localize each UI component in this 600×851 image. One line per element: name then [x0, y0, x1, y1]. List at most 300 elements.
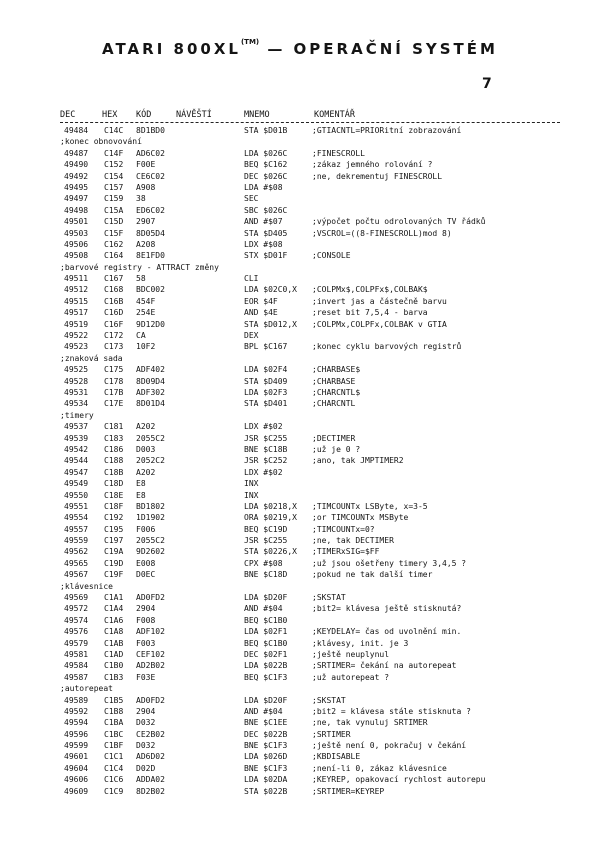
code-line — [0, 330, 600, 341]
mnemonic: EOR $4F — [244, 296, 278, 306]
section-comment — [0, 262, 600, 273]
mnemonic: DEC $026C — [244, 171, 288, 181]
comment: ;už autorepeat ? — [312, 672, 390, 682]
code-line — [0, 376, 600, 387]
dec-address: 49587 — [64, 672, 89, 682]
mnemonic: STA $D012,X — [244, 319, 297, 329]
comment: ;TIMCOUNTx LSByte, x=3-5 — [312, 501, 428, 511]
dec-address: 49567 — [64, 570, 89, 580]
comment: ;GTIACNTL=PRIORitní zobrazování — [312, 126, 462, 135]
dec-address: 49522 — [64, 331, 89, 341]
dec-address: 49498 — [64, 205, 89, 215]
comment: ;FINESCROLL — [312, 148, 365, 158]
mnemonic: STX $D01F — [244, 251, 288, 261]
opcode-bytes: E8 — [136, 490, 146, 500]
opcode-bytes: 254E — [136, 308, 156, 318]
mnemonic: JSR $C255 — [244, 536, 288, 546]
opcode-bytes: 454F — [136, 296, 156, 306]
opcode-bytes: AD2B02 — [136, 661, 165, 671]
mnemonic: BEQ $C1B0 — [244, 615, 288, 625]
comment: ;SKSTAT — [312, 593, 346, 603]
dec-address: 49572 — [64, 604, 89, 614]
code-line — [0, 205, 600, 216]
dec-address: 49594 — [64, 718, 89, 728]
opcode-bytes: F008 — [136, 615, 156, 625]
opcode-bytes: 2904 — [136, 706, 156, 716]
dec-address: 49519 — [64, 319, 89, 329]
hex-address: C188 — [104, 456, 124, 466]
comment: ;TIMERxSIG=$FF — [312, 547, 380, 557]
hex-address: C164 — [104, 251, 124, 261]
mnemonic: AND #$04 — [244, 706, 283, 716]
hex-address: C195 — [104, 524, 124, 534]
hex-address: C1A4 — [104, 604, 124, 614]
mnemonic: LDA $D20F — [244, 695, 288, 705]
section-comment — [0, 353, 600, 364]
mnemonic: LDA $026D — [244, 752, 288, 762]
dec-address: 49495 — [64, 182, 89, 192]
dec-address: 49525 — [64, 365, 89, 375]
opcode-bytes: 8E1FD0 — [136, 251, 165, 261]
dec-address: 49599 — [64, 741, 89, 751]
code-line — [0, 387, 600, 398]
mnemonic: CPX #$08 — [244, 558, 283, 568]
opcode-bytes: A208 — [136, 239, 156, 249]
dec-address: 49508 — [64, 251, 89, 261]
opcode-bytes: A202 — [136, 422, 156, 432]
hex-address: C183 — [104, 433, 124, 443]
opcode-bytes: 8D1BD0 — [136, 126, 165, 135]
dec-address: 49557 — [64, 524, 89, 534]
dec-address: 49542 — [64, 444, 89, 454]
opcode-bytes: 8D05D4 — [136, 228, 165, 238]
opcode-bytes: 9D2602 — [136, 547, 165, 557]
comment: ;ne, dekrementuj FINESCROLL — [312, 171, 443, 181]
dec-address: 49609 — [64, 786, 89, 796]
code-line — [0, 706, 600, 717]
opcode-bytes: D02D — [136, 763, 156, 773]
dec-address: 49574 — [64, 615, 89, 625]
section-comment-text: ;timery — [60, 410, 94, 420]
hex-address: C1BA — [104, 718, 124, 728]
hex-address: C157 — [104, 182, 124, 192]
hex-address: C175 — [104, 365, 124, 375]
mnemonic: LDA $026C — [244, 148, 288, 158]
dec-address: 49551 — [64, 501, 89, 511]
header-divider — [60, 122, 560, 123]
comment: ;KEYDELAY= čas od uvolnění min. — [312, 627, 462, 637]
opcode-bytes: CE6C02 — [136, 171, 165, 181]
opcode-bytes: ADF302 — [136, 387, 165, 397]
page-title — [0, 40, 600, 58]
hex-address: C15A — [104, 205, 124, 215]
hex-address: C16D — [104, 308, 124, 318]
code-line — [0, 717, 600, 728]
code-line — [0, 660, 600, 671]
code-line — [0, 319, 600, 330]
dec-address: 49501 — [64, 217, 89, 227]
code-line — [0, 649, 600, 660]
mnemonic: LDA $02DA — [244, 775, 288, 785]
opcode-bytes: D032 — [136, 718, 156, 728]
header-comment: KOMENTÁŘ — [314, 110, 355, 120]
hex-address: C18D — [104, 479, 124, 489]
mnemonic: BEQ $C162 — [244, 160, 288, 170]
dec-address: 49576 — [64, 627, 89, 637]
opcode-bytes: E008 — [136, 558, 156, 568]
hex-address: C154 — [104, 171, 124, 181]
dec-address: 49534 — [64, 399, 89, 409]
hex-address: C168 — [104, 285, 124, 295]
comment: ;ještě neuplynul — [312, 649, 390, 659]
opcode-bytes: F00E — [136, 160, 156, 170]
mnemonic: AND #$07 — [244, 217, 283, 227]
mnemonic: BEQ $C1F3 — [244, 672, 288, 682]
code-line — [0, 501, 600, 512]
mnemonic: BNE $C18D — [244, 570, 288, 580]
code-listing — [0, 125, 600, 797]
hex-address: C17B — [104, 387, 124, 397]
code-line — [0, 592, 600, 603]
dec-address: 49554 — [64, 513, 89, 523]
comment: ;SRTIMER= čekání na autorepeat — [312, 661, 457, 671]
mnemonic: LDA #$08 — [244, 182, 283, 192]
comment: ;KBDISABLE — [312, 752, 361, 762]
opcode-bytes: AD6C02 — [136, 148, 165, 158]
hex-address: C1AB — [104, 638, 124, 648]
section-comment-text: ;konec obnovování — [60, 137, 142, 147]
section-comment — [0, 136, 600, 147]
comment: ;ne, tak vynuluj SRTIMER — [312, 718, 428, 728]
hex-address: C1B5 — [104, 695, 124, 705]
code-line — [0, 524, 600, 535]
dec-address: 49517 — [64, 308, 89, 318]
code-line — [0, 148, 600, 159]
header-kod: KÓD — [136, 110, 152, 120]
hex-address: C18F — [104, 501, 124, 511]
comment: ;ano, tak JMPTIMER2 — [312, 456, 404, 466]
header-hex: HEX — [102, 110, 118, 120]
title-subtitle: — OPERAČNÍ SYSTÉM — [259, 40, 498, 58]
comment: ;KEYREP, opakovací rychlost autorepu — [312, 775, 486, 785]
comment: ;konec cyklu barvových registrů — [312, 342, 462, 352]
code-line — [0, 193, 600, 204]
dec-address: 49549 — [64, 479, 89, 489]
mnemonic: SBC $026C — [244, 205, 288, 215]
comment: ;invert jas a částečně barvu — [312, 296, 447, 306]
opcode-bytes: 8D01D4 — [136, 399, 165, 409]
opcode-bytes: BDC002 — [136, 285, 165, 295]
opcode-bytes: D032 — [136, 741, 156, 751]
mnemonic: JSR $C255 — [244, 433, 288, 443]
comment: ;CHARCNTL — [312, 399, 356, 409]
mnemonic: INX — [244, 490, 259, 500]
hex-address: C1C1 — [104, 752, 124, 762]
comment: ;ne, tak DECTIMER — [312, 536, 394, 546]
mnemonic: DEC $02F1 — [244, 649, 288, 659]
page-number: 7 — [482, 76, 492, 92]
hex-address: C14F — [104, 148, 124, 158]
dec-address: 49523 — [64, 342, 89, 352]
dec-address: 49492 — [64, 171, 89, 181]
dec-address: 49592 — [64, 706, 89, 716]
header-dec: DEC — [60, 110, 76, 120]
code-line — [0, 615, 600, 626]
dec-address: 49569 — [64, 593, 89, 603]
hex-address: C172 — [104, 331, 124, 341]
mnemonic: STA $022B — [244, 786, 288, 796]
code-line — [0, 228, 600, 239]
comment: ;CONSOLE — [312, 251, 351, 261]
opcode-bytes: F03E — [136, 672, 156, 682]
dec-address: 49581 — [64, 649, 89, 659]
mnemonic: ORA $0219,X — [244, 513, 297, 523]
dec-address: 49490 — [64, 160, 89, 170]
dec-address: 49584 — [64, 661, 89, 671]
opcode-bytes: A908 — [136, 182, 156, 192]
code-line — [0, 535, 600, 546]
comment: ;SRTIMER — [312, 729, 351, 739]
section-comment-text: ;barvové registry - ATTRACT změny — [60, 262, 219, 272]
opcode-bytes: ADF102 — [136, 627, 165, 637]
opcode-bytes: 2055C2 — [136, 433, 165, 443]
dec-address: 49506 — [64, 239, 89, 249]
mnemonic: LDA $0218,X — [244, 501, 297, 511]
mnemonic: BEQ $C19D — [244, 524, 288, 534]
hex-address: C167 — [104, 274, 124, 284]
opcode-bytes: 2055C2 — [136, 536, 165, 546]
opcode-bytes: F003 — [136, 638, 156, 648]
opcode-bytes: 38 — [136, 194, 146, 204]
header-mnemo: MNEMO — [244, 110, 270, 120]
section-comment-text: ;znaková sada — [60, 353, 123, 363]
code-line — [0, 171, 600, 182]
hex-address: C15D — [104, 217, 124, 227]
code-line — [0, 740, 600, 751]
hex-address: C159 — [104, 194, 124, 204]
comment: ;SKSTAT — [312, 695, 346, 705]
comment: ;SRTIMER=KEYREP — [312, 786, 385, 796]
hex-address: C15F — [104, 228, 124, 238]
hex-address: C19A — [104, 547, 124, 557]
hex-address: C1C9 — [104, 786, 124, 796]
mnemonic: AND $4E — [244, 308, 278, 318]
dec-address: 49484 — [64, 126, 89, 135]
dec-address: 49544 — [64, 456, 89, 466]
code-line — [0, 341, 600, 352]
mnemonic: BNE $C18B — [244, 444, 288, 454]
hex-address: C1A1 — [104, 593, 124, 603]
dec-address: 49528 — [64, 376, 89, 386]
opcode-bytes: CEF102 — [136, 649, 165, 659]
comment: ;CHARBASE$ — [312, 365, 361, 375]
code-line — [0, 273, 600, 284]
opcode-bytes: E8 — [136, 479, 146, 489]
mnemonic: BPL $C167 — [244, 342, 288, 352]
opcode-bytes: AD0FD2 — [136, 695, 165, 705]
opcode-bytes: AD0FD2 — [136, 593, 165, 603]
comment: ;zákaz jemného rolování ? — [312, 160, 433, 170]
comment: ;TIMCOUNTx=0? — [312, 524, 375, 534]
opcode-bytes: D0EC — [136, 570, 156, 580]
dec-address: 49515 — [64, 296, 89, 306]
code-line — [0, 626, 600, 637]
opcode-bytes: 2904 — [136, 604, 156, 614]
hex-address: C19F — [104, 570, 124, 580]
dec-address: 49503 — [64, 228, 89, 238]
section-comment-text: ;klávesnice — [60, 581, 113, 591]
dec-address: 49589 — [64, 695, 89, 705]
hex-address: C173 — [104, 342, 124, 352]
hex-address: C16B — [104, 296, 124, 306]
dec-address: 49601 — [64, 752, 89, 762]
code-line — [0, 512, 600, 523]
mnemonic: LDA $D20F — [244, 593, 288, 603]
code-line — [0, 307, 600, 318]
code-line — [0, 444, 600, 455]
opcode-bytes: 1D1902 — [136, 513, 165, 523]
code-line — [0, 250, 600, 261]
opcode-bytes: ADDA02 — [136, 775, 165, 785]
dec-address: 49512 — [64, 285, 89, 295]
comment: ;pokud ne tak další timer — [312, 570, 433, 580]
hex-address: C16F — [104, 319, 124, 329]
hex-address: C14C — [104, 126, 124, 135]
code-line — [0, 751, 600, 762]
dec-address: 49497 — [64, 194, 89, 204]
opcode-bytes: CA — [136, 331, 146, 341]
comment: ;bit2 = klávesa stále stisknuta ? — [312, 706, 471, 716]
opcode-bytes: 58 — [136, 274, 146, 284]
mnemonic: INX — [244, 479, 259, 489]
opcode-bytes: A202 — [136, 467, 156, 477]
section-comment — [0, 683, 600, 694]
comment: ;CHARBASE — [312, 376, 356, 386]
opcode-bytes: BD1802 — [136, 501, 165, 511]
hex-address: C1AD — [104, 649, 124, 659]
opcode-bytes: CE2B02 — [136, 729, 165, 739]
mnemonic: LDX #$02 — [244, 467, 283, 477]
opcode-bytes: F006 — [136, 524, 156, 534]
hex-address: C1A8 — [104, 627, 124, 637]
mnemonic: STA $D405 — [244, 228, 288, 238]
comment: ;CHARCNTL$ — [312, 387, 361, 397]
hex-address: C178 — [104, 376, 124, 386]
code-line — [0, 490, 600, 501]
title-trademark: (TM) — [240, 38, 260, 46]
comment: ;není-li 0, zákaz klávesnice — [312, 763, 447, 773]
code-line — [0, 603, 600, 614]
opcode-bytes: 8D09D4 — [136, 376, 165, 386]
mnemonic: AND #$04 — [244, 604, 283, 614]
dec-address: 49562 — [64, 547, 89, 557]
column-header-row — [0, 110, 600, 122]
mnemonic: SEC — [244, 194, 259, 204]
opcode-bytes: AD6D02 — [136, 752, 165, 762]
hex-address: C1B8 — [104, 706, 124, 716]
opcode-bytes: 8D2B02 — [136, 786, 165, 796]
mnemonic: DEX — [244, 331, 259, 341]
opcode-bytes: 2052C2 — [136, 456, 165, 466]
mnemonic: LDA $02F3 — [244, 387, 288, 397]
header-label: NÁVĚŠTÍ — [176, 110, 212, 120]
code-line — [0, 216, 600, 227]
dec-address: 49559 — [64, 536, 89, 546]
hex-address: C152 — [104, 160, 124, 170]
comment: ;klávesy, init. je 3 — [312, 638, 409, 648]
dec-address: 49604 — [64, 763, 89, 773]
code-line — [0, 695, 600, 706]
code-line — [0, 763, 600, 774]
hex-address: C1C4 — [104, 763, 124, 773]
opcode-bytes: ED6C02 — [136, 205, 165, 215]
mnemonic: CLI — [244, 274, 259, 284]
hex-address: C18B — [104, 467, 124, 477]
mnemonic: LDA $02F1 — [244, 627, 288, 637]
dec-address: 49565 — [64, 558, 89, 568]
comment: ;už jsou ošetřeny timery 3,4,5 ? — [312, 558, 467, 568]
code-line — [0, 455, 600, 466]
hex-address: C19D — [104, 558, 124, 568]
mnemonic: LDA $022B — [244, 661, 288, 671]
dec-address: 49579 — [64, 638, 89, 648]
hex-address: C1BC — [104, 729, 124, 739]
opcode-bytes: 2907 — [136, 217, 156, 227]
dec-address: 49550 — [64, 490, 89, 500]
comment: ;COLPMx,COLPFx,COLBAK v GTIA — [312, 319, 447, 329]
dec-address: 49539 — [64, 433, 89, 443]
mnemonic: LDX #$08 — [244, 239, 283, 249]
dec-address: 49511 — [64, 274, 89, 284]
code-line — [0, 398, 600, 409]
hex-address: C1B3 — [104, 672, 124, 682]
code-line — [0, 638, 600, 649]
hex-address: C1C6 — [104, 775, 124, 785]
mnemonic: STA $D401 — [244, 399, 288, 409]
section-comment — [0, 410, 600, 421]
opcode-bytes: 10F2 — [136, 342, 156, 352]
title-main: ATARI 800XL — [102, 40, 241, 58]
hex-address: C192 — [104, 513, 124, 523]
code-line — [0, 296, 600, 307]
comment: ;DECTIMER — [312, 433, 356, 443]
mnemonic: BEQ $C1B0 — [244, 638, 288, 648]
section-comment-text: ;autorepeat — [60, 684, 113, 694]
code-line — [0, 786, 600, 797]
hex-address: C1BF — [104, 741, 124, 751]
mnemonic: STA $D01B — [244, 126, 288, 135]
comment: ;bit2= klávesa ještě stisknutá? — [312, 604, 462, 614]
opcode-bytes: D003 — [136, 444, 156, 454]
dec-address: 49606 — [64, 775, 89, 785]
hex-address: C17E — [104, 399, 124, 409]
code-line — [0, 421, 600, 432]
mnemonic: BNE $C1EE — [244, 718, 288, 728]
dec-address: 49547 — [64, 467, 89, 477]
comment: ;VSCROL=((8-FINESCROLL)mod 8) — [312, 228, 452, 238]
comment: ;COLPMx$,COLPFx$,COLBAK$ — [312, 285, 428, 295]
comment: ;reset bit 7,5,4 - barva — [312, 308, 428, 318]
section-comment — [0, 581, 600, 592]
code-line — [0, 159, 600, 170]
code-line — [0, 558, 600, 569]
comment: ;už je 0 ? — [312, 444, 361, 454]
code-line — [0, 284, 600, 295]
mnemonic: LDA $02C0,X — [244, 285, 297, 295]
mnemonic: JSR $C252 — [244, 456, 288, 466]
dec-address: 49487 — [64, 148, 89, 158]
code-line — [0, 433, 600, 444]
